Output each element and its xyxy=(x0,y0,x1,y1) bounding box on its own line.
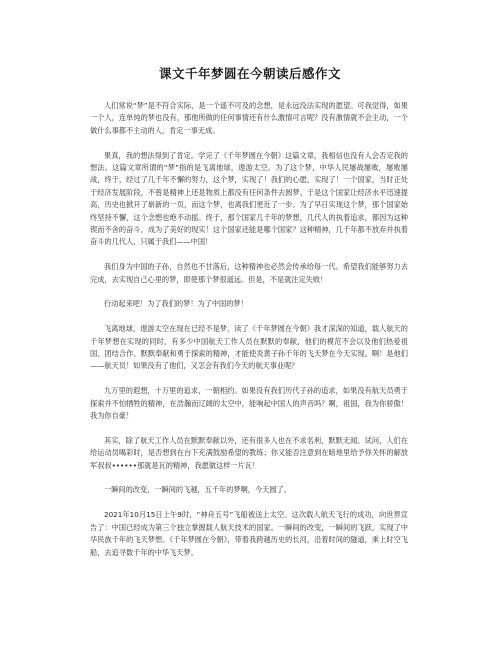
paragraph: 其实，除了航天工作人员在默默奉献以外，还有很多人也在不求名利，默默无闻。试问，人们在给运动员喝彩时，是否想到在台下充满鼓励希望的教练；你又能否注意到在暗地里给予你关怀的解放军叔叔••••••那就是瓦的精神，我愿做这样一片瓦！ xyxy=(90,435,408,470)
paragraph: 九万里的遐想，十万里的追求，一朝相约。如果没有我们历代子孙的追求，如果没有航天员勇于探索并不怕牺牲的精神，在浩瀚而辽阔的太空中，能响起中国人的声音吗？啊，祖国，我为你骄傲！我为你自豪！ xyxy=(90,386,408,421)
document-body xyxy=(90,100,408,571)
paragraph: 飞离地球，遨游太空在现在已经不是梦，读了《千年梦圆在今朝》我才深深的知道，载人航天的千年梦想在实现的同时，有多少中国航天工作人员在默默的奉献，他们的模范不会以及他们热爱祖国、团结合作、默默奉献和勇于探索的精神，才能使炎黄子孙千年的飞天梦在今天实现。啊！是他们——航天员！如果没有了他们，又怎会有我们今天的航天事业呢？ xyxy=(90,324,408,371)
paragraph: 2021年10月15日上午9时，“神舟五号”飞船被送上太空。这次载人航天飞行的成功，向世界宣告了：中国已经成为第三个独立掌握载人航天技术的国家。一瞬间的改变，一瞬间的飞跃，实现了中华民族千年的飞天梦想。《千年梦圆在今朝》，带着我跨越历史的长河，沿着时间的隧道，乘上时空飞船，去追寻数千年的中华飞天梦。 xyxy=(90,510,408,557)
paragraph: 行动起来吧！为了我们的梦！为了中国的梦！ xyxy=(104,299,248,309)
paragraph: 果真，我的想法得到了肯定。学完了《千年梦圆在今朝》这篇文章，我相信也没有人会否定我的想法。这篇文章所谓的“梦”指的是飞离地球，遨游太空。为了这个梦，中华人民屡战屡败，屡败屡战，终于，经过了几千年不懈的努力，这个梦，实现了！我们的心愿，实现了！一个国家，当时正处于经济发展阶段，不曾是精神上还是物质上都没有任何条件去圆梦。于是这个国家让经济水平迅速提高，历史也掀开了崭新的一页，而这个梦，也离我们更近了一步。为了早日实现这个梦，那个国家始终坚持不懈，这个念想也绝不动摇。终于，那个国家几千年的梦想，几代人的执着追求，都因为这种锲而不舍的奋斗，成为了美好的现实！这个国家还能是哪个国家？这种精神，几千年都不放弃并执着奋斗的几代人，只属于我们——中国！ xyxy=(90,150,408,247)
paragraph: 我们身为中国的子孙，自然也不甘落后，这种精神也必然会传承给每一代。希望我们能够努力去完成，去实现自己心里的梦，即使那个梦很遥远。但是，不是就注定失败！ xyxy=(90,262,408,284)
paragraph: 人们常说“梦”是不符合实际，是一个遥不可及的念想，是永远没法实现的愿望。可我觉得，如果一个人，连单纯的梦也没有，那他所做的任何事情还有什么激情可言呢？没有激情就不会主动，一个做什么事都不主动的人，肯定一事无成。 xyxy=(90,101,408,135)
document-title: 课文千年梦圆在今朝读后感作文 xyxy=(158,66,341,81)
paragraph: 一瞬间的改变，一瞬间的飞越，五千年的梦啊，今天圆了。 xyxy=(104,485,291,495)
